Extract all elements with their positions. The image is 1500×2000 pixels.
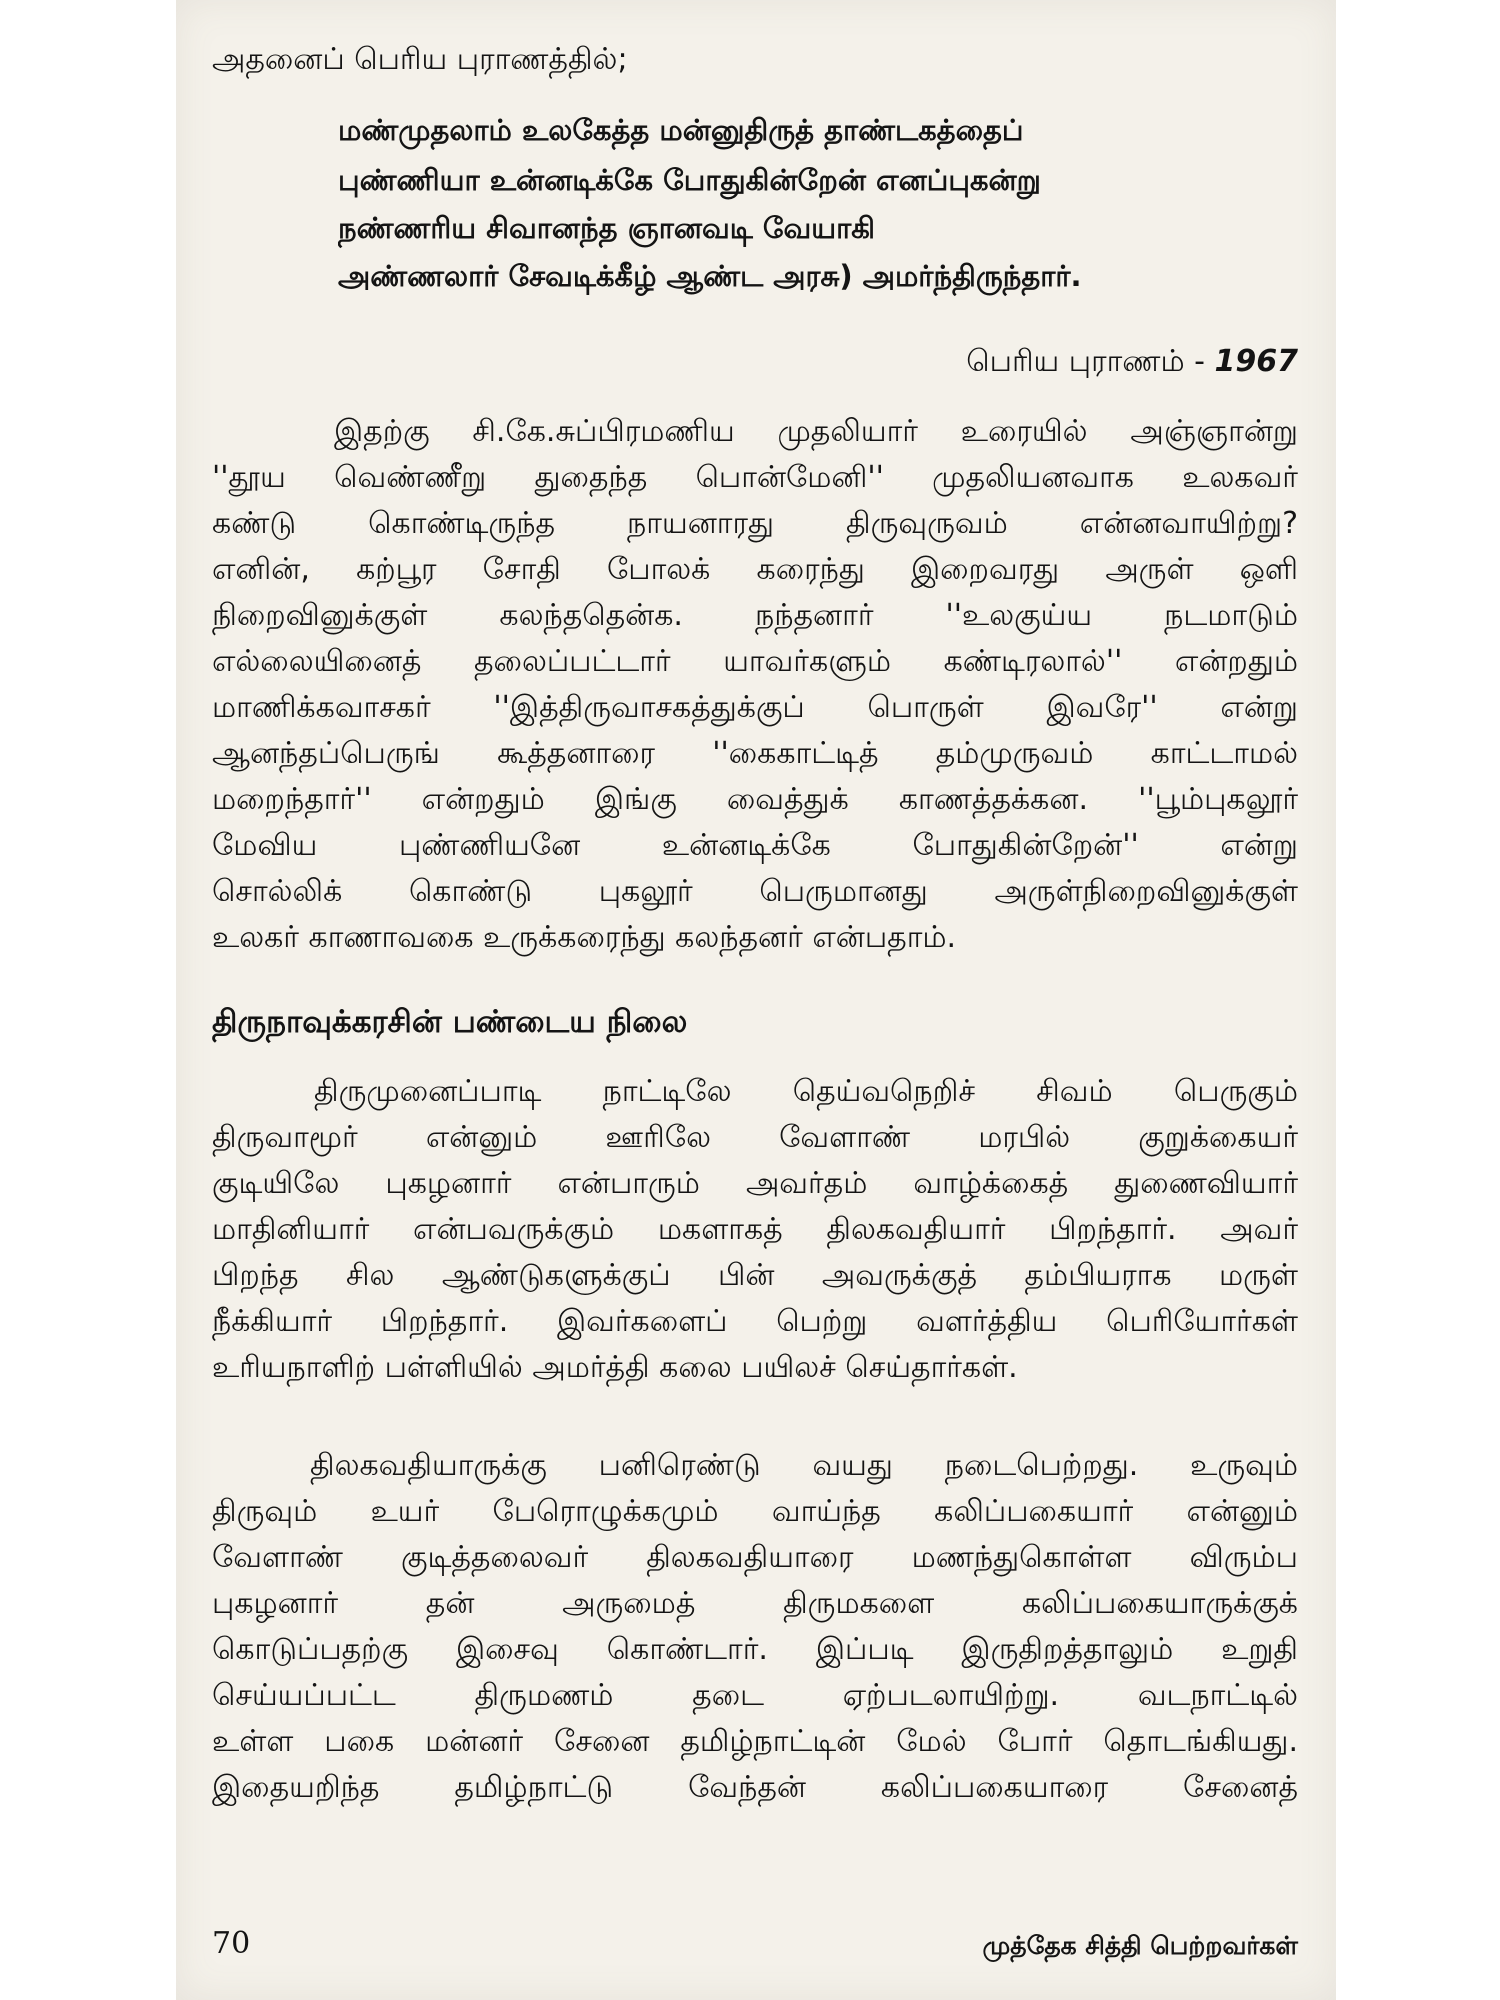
paragraph-line: எனின், கற்பூர சோதி போலக் கரைந்து இறைவரது அருள் ஒளி [212, 552, 1298, 587]
paragraph-line: மாணிக்கவாசகர் ''இத்திருவாசகத்துக்குப் பொருள் இவரே'' என்று [212, 690, 1298, 725]
paragraph-line: திலகவதியாருக்கு பனிரெண்டு வயது நடைபெற்றது. உருவும் [310, 1448, 1298, 1483]
paragraph-line: திருவும் உயர் பேரொழுக்கமும் வாய்ந்த கலிப்பகையார் என்னும் [212, 1494, 1298, 1529]
paragraph-line: உள்ள பகை மன்னர் சேனை தமிழ்நாட்டின் மேல் போர் தொடங்கியது. [212, 1724, 1298, 1759]
paragraph-line: திருமுனைப்பாடி நாட்டிலே தெய்வநெறிச் சிவம் பெருகும் [314, 1074, 1298, 1109]
section-heading: திருநாவுக்கரசின் பண்டைய நிலை [212, 1004, 688, 1040]
verse-number: 1967 [1214, 344, 1298, 379]
verse-line: புண்ணியா உன்னடிக்கே போதுகின்றேன் எனப்புகன்று [338, 163, 1041, 197]
paragraph-line: மறைந்தார்'' என்றதும் இங்கு வைத்துக் காணத்தக்கன. ''பூம்புகலூர் [212, 782, 1298, 817]
paragraph-line: குடியிலே புகழனார் என்பாரும் அவர்தம் வாழ்க்கைத் துணைவியார் [212, 1166, 1298, 1201]
verse-line: நண்ணரிய சிவானந்த ஞானவடி வேயாகி [338, 211, 876, 245]
page-number: 70 [212, 1926, 251, 1961]
paragraph-line: இதற்கு சி.கே.சுப்பிரமணிய முதலியார் உரையில் அஞ்ஞான்று [334, 414, 1298, 449]
paragraph-line: மாதினியார் என்பவருக்கும் மகளாகத் திலகவதியார் பிறந்தார். அவர் [212, 1212, 1298, 1247]
paragraph-line: இதையறிந்த தமிழ்நாட்டு வேந்தன் கலிப்பகையாரை சேனைத் [212, 1770, 1298, 1805]
verse-source-text: பெரிய புராணம் - [966, 344, 1215, 379]
paragraph-line: உரியநாளிற் பள்ளியில் அமர்த்தி கலை பயிலச் செய்தார்கள். [212, 1350, 1018, 1385]
paragraph-line: நிறைவினுக்குள் கலந்ததென்க. நந்தனார் ''உலகுய்ய நடமாடும் [212, 598, 1298, 633]
paragraph-line: கண்டு கொண்டிருந்த நாயனாரது திருவுருவம் என்னவாயிற்று? [212, 506, 1298, 541]
intro-line: அதனைப் பெரிய புராணத்தில்; [212, 42, 628, 77]
verse-line: மண்முதலாம் உலகேத்த மன்னுதிருத் தாண்டகத்தைப் [338, 113, 1024, 147]
paragraph-line: சொல்லிக் கொண்டு புகலூர் பெருமானது அருள்நிறைவினுக்குள் [212, 874, 1298, 909]
paragraph-line: வேளாண் குடித்தலைவர் திலகவதியாரை மணந்துகொள்ள விரும்ப [212, 1540, 1298, 1575]
paragraph-line: திருவாமூர் என்னும் ஊரிலே வேளாண் மரபில் குறுக்கையர் [212, 1120, 1298, 1155]
paragraph-line: பிறந்த சில ஆண்டுகளுக்குப் பின் அவருக்குத் தம்பியராக மருள் [212, 1258, 1298, 1293]
paragraph-line: ''தூய வெண்ணீறு துதைந்த பொன்மேனி'' முதலியனவாக உலகவர் [212, 460, 1298, 495]
paragraph-line: எல்லையினைத் தலைப்பட்டார் யாவர்களும் கண்டிரலால்'' என்றதும் [212, 644, 1298, 679]
running-footer-title: முத்தேக சித்தி பெற்றவர்கள் [982, 1931, 1298, 1960]
verse-source [900, 340, 1298, 384]
paragraph-line: மேவிய புண்ணியனே உன்னடிக்கே போதுகின்றேன்'' என்று [212, 828, 1298, 863]
paragraph-line: நீக்கியார் பிறந்தார். இவர்களைப் பெற்று வளர்த்திய பெரியோர்கள் [212, 1304, 1298, 1339]
paragraph-line: செய்யப்பட்ட திருமணம் தடை ஏற்படலாயிற்று. வடநாட்டில் [212, 1678, 1298, 1713]
paragraph-line: கொடுப்பதற்கு இசைவு கொண்டார். இப்படி இருதிறத்தாலும் உறுதி [212, 1632, 1298, 1667]
verse-line: அண்ணலார் சேவடிக்கீழ் ஆண்ட அரசு) அமர்ந்திருந்தார். [338, 259, 1082, 293]
paragraph-line: புகழனார் தன் அருமைத் திருமகளை கலிப்பகையாருக்குக் [212, 1586, 1298, 1621]
paragraph-line: ஆனந்தப்பெருங் கூத்தனாரை ''கைகாட்டித் தம்முருவம் காட்டாமல் [212, 736, 1298, 771]
paragraph-line: உலகர் காணாவகை உருக்கரைந்து கலந்தனர் என்பதாம். [212, 920, 957, 955]
